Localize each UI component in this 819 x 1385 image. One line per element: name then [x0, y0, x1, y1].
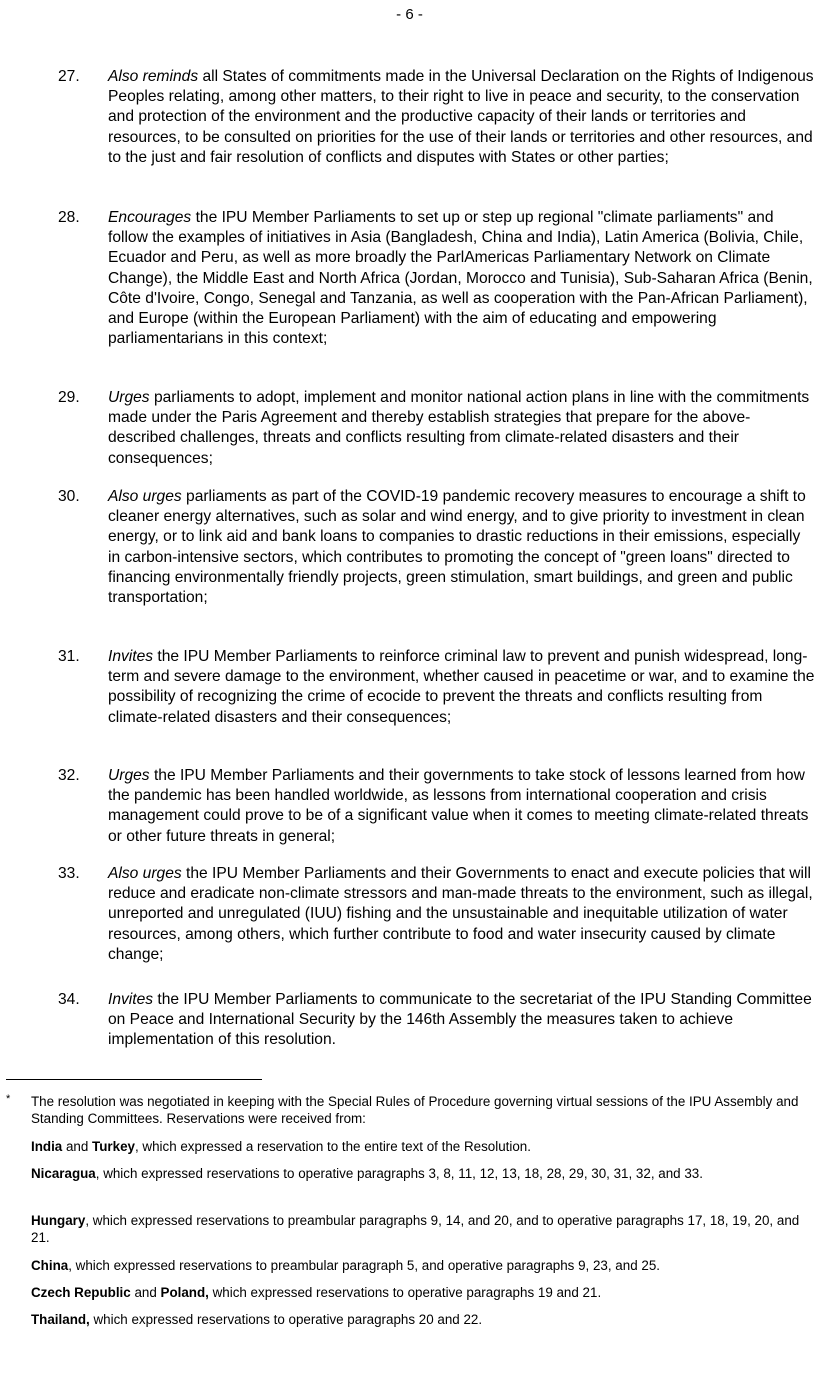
paragraph-text: [108, 647, 816, 728]
reservation-text: , which expressed a reservation to the entire text of the Resolution.: [134, 1139, 531, 1154]
reservation-item: [31, 1284, 816, 1301]
country-name: India: [31, 1139, 63, 1154]
country-name: Hungary: [31, 1213, 86, 1228]
footnote-divider: [6, 1079, 262, 1080]
paragraph-text: [108, 990, 816, 1051]
paragraph-lead: Encourages: [108, 209, 192, 226]
reservation-item: [31, 1257, 816, 1274]
paragraph-body: parliaments to adopt, implement and monitor national action plans in line with the commitments made under the Paris Agreement and thereby establish strategies that prepare for the above-described challenges, threats and conflicts resulting from climate-related disasters and their consequences;: [108, 389, 810, 467]
paragraph-number: 27.: [58, 68, 80, 85]
paragraph-text: [108, 67, 816, 168]
reservation-connector: and: [130, 1285, 161, 1300]
paragraph-body: all States of commitments made in the Universal Declaration on the Rights of Indigenous Peoples relating, among other matters, to their right to live in peace and security, to the conservation and protection of the environment and the productive capacity of their lands or territories and resources, to be consulted on priorities for the use of their lands or territories and other resources, and to the just and fair resolution of conflicts and disputes with States or other parties;: [108, 68, 814, 166]
paragraph-body: the IPU Member Parliaments to set up or step up regional "climate parliaments" and follow the examples of initiatives in Asia (Bangladesh, China and India), Latin America (Bolivia, Chile, Ecuador and Peru, as well as more broadly the ParlAmericas Parliamentary Network on Climate Change), the Middle East and North Africa (Jordan, Morocco and Tunisia), Sub-Saharan Africa (Benin, Côte d'Ivoire, Congo, Senegal and Tanzania, as well as cooperation with the Pan-African Parliament), and Europe (within the European Parliament) with the aim of educating and empowering parliamentarians in this context;: [108, 209, 813, 348]
paragraph-text: [108, 766, 816, 847]
country-name: Czech Republic: [31, 1285, 131, 1300]
reservation-item: [31, 1138, 816, 1155]
paragraph-lead: Urges: [108, 767, 150, 784]
paragraph-body: the IPU Member Parliaments and their Governments to enact and execute policies that will reduce and eradicate non-climate stressors and man-made threats to the environment, such as illegal, unreported and unregulated (IUU) fishing and the unsustainable and inequitable utilization of water resources, among others, which further contribute to food and water insecurity caused by climate change;: [108, 865, 813, 963]
paragraph-lead: Urges: [108, 389, 150, 406]
reservation-item: [31, 1311, 816, 1328]
footnote-intro: The resolution was negotiated in keeping with the Special Rules of Procedure governing virtual sessions of the IPU Assembly and Standing Committees. Reservations were received from:: [31, 1094, 799, 1127]
country-name: Thailand,: [31, 1312, 90, 1327]
reservation-item: [31, 1212, 816, 1247]
reservation-text: which expressed reservations to operative paragraphs 19 and 21.: [208, 1285, 602, 1300]
reservation-connector: and: [62, 1139, 93, 1154]
reservation-text: which expressed reservations to operative paragraphs 20 and 22.: [89, 1312, 483, 1327]
footnote-marker: *: [6, 1093, 11, 1105]
paragraph-number: 32.: [58, 767, 80, 784]
page-number: - 6 -: [396, 6, 423, 23]
reservation-text: , which expressed reservations to operative paragraphs 3, 8, 11, 12, 13, 18, 28, 29, 30, 31, 32, and 33.: [95, 1166, 703, 1181]
reservation-text: , which expressed reservations to preambular paragraphs 9, 14, and 20, and to operative paragraphs 17, 18, 19, 20, and 21.: [31, 1213, 800, 1246]
paragraph-body: the IPU Member Parliaments and their governments to take stock of lessons learned from how the pandemic has been handled worldwide, as lessons from international cooperation and crisis management could prove to be of a significant value when it comes to meeting climate-related threats or other future threats in general;: [108, 767, 809, 845]
paragraph-text: [108, 388, 816, 469]
paragraph-text: [108, 487, 816, 608]
paragraph-lead: Invites: [108, 648, 154, 665]
paragraph-number: 30.: [58, 488, 80, 505]
country-name: Turkey: [92, 1139, 135, 1154]
paragraph-body: the IPU Member Parliaments to reinforce criminal law to prevent and punish widespread, long-term and severe damage to the environment, whether caused in peacetime or war, and to examine the possibility of recognizing the crime of ecocide to prevent the threats and conflicts resulting from climate-related disasters and their consequences;: [108, 648, 815, 726]
paragraph-number: 33.: [58, 865, 80, 882]
paragraph-lead: Also urges: [108, 488, 182, 505]
paragraph-body: parliaments as part of the COVID-19 pandemic recovery measures to encourage a shift to cleaner energy alternatives, such as solar and wind energy, and to give priority to investment in clean energy, or to link aid and bank loans to companies to drastic reductions in their emissions, especially in carbon-intensive sectors, which contributes to promoting the concept of "green loans" directed to financing environmentally friendly projects, green stimulation, smart buildings, and green and public transportation;: [108, 488, 806, 607]
country-name: China: [31, 1258, 69, 1273]
paragraph-number: 31.: [58, 648, 80, 665]
paragraph-number: 34.: [58, 991, 80, 1008]
reservation-item: [31, 1165, 816, 1182]
paragraph-lead: Also urges: [108, 865, 182, 882]
reservation-text: , which expressed reservations to preambular paragraph 5, and operative paragraphs 9, 23, and 25.: [68, 1258, 660, 1273]
paragraph-lead: Also reminds: [108, 68, 199, 85]
paragraph-body: the IPU Member Parliaments to communicate to the secretariat of the IPU Standing Committee on Peace and International Security by the 146th Assembly the measures taken to achieve implementation of this resolution.: [108, 991, 812, 1049]
paragraph-lead: Invites: [108, 991, 154, 1008]
paragraph-number: 28.: [58, 209, 80, 226]
paragraph-text: [108, 208, 816, 349]
paragraph-text: [108, 864, 816, 965]
country-name: Nicaragua: [31, 1166, 96, 1181]
paragraph-number: 29.: [58, 389, 80, 406]
country-name: Poland,: [160, 1285, 209, 1300]
